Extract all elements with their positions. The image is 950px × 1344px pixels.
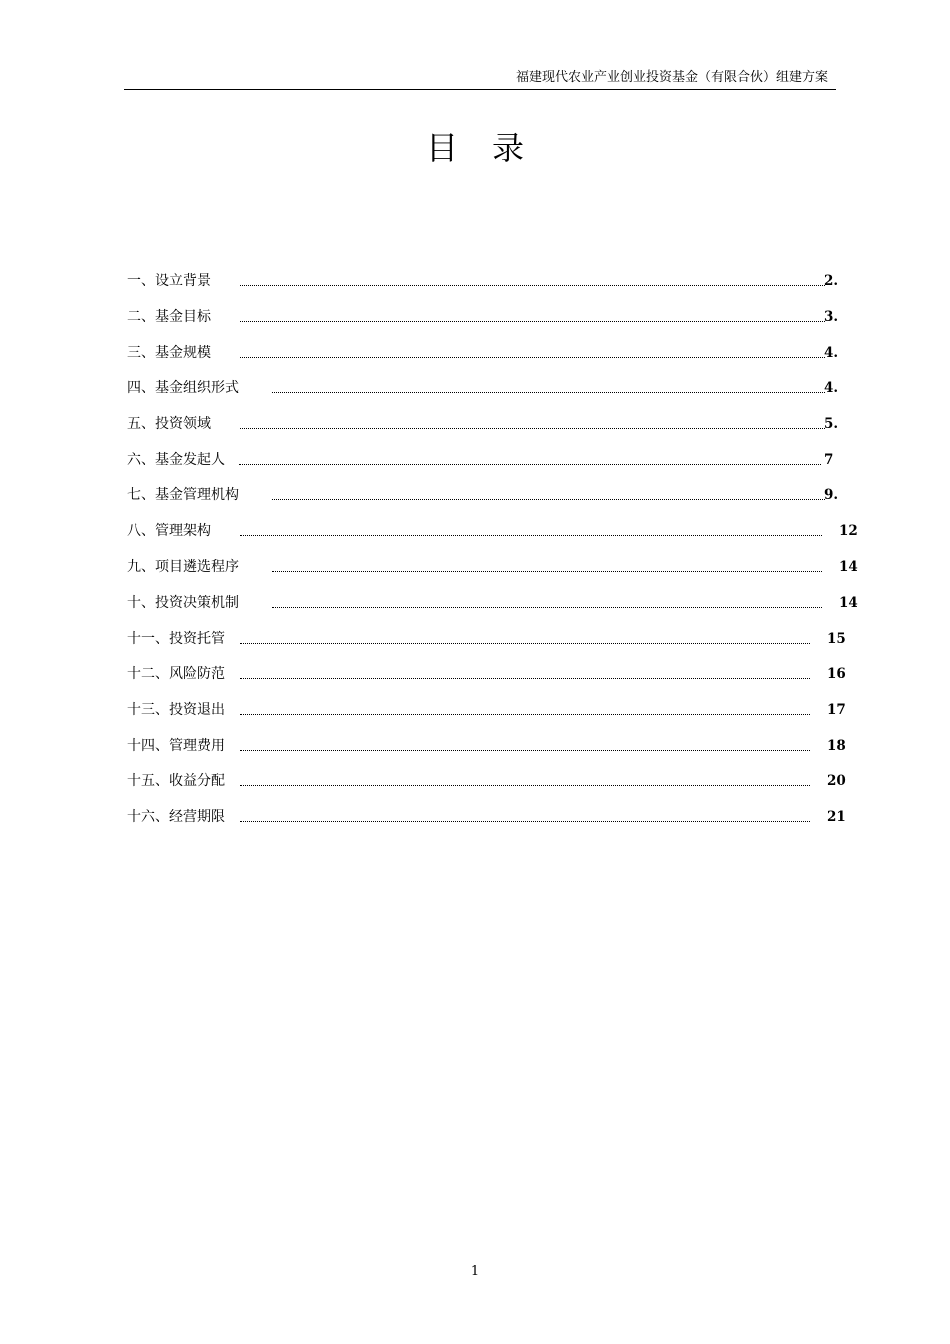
toc-entry-page: 7 bbox=[824, 452, 834, 468]
toc-entry-label: 十二、风险防范 bbox=[127, 666, 225, 682]
toc-entry-label: 六、基金发起人 bbox=[127, 452, 225, 468]
toc-dot-leader bbox=[240, 357, 825, 358]
toc-entry-page: 3. bbox=[824, 309, 839, 325]
toc-title-char-1: 目 bbox=[425, 129, 458, 167]
toc-entry-page: 17 bbox=[827, 702, 846, 718]
toc-entry-label: 三、基金规模 bbox=[127, 345, 211, 361]
toc-entry-page: 16 bbox=[827, 666, 846, 682]
toc-dot-leader bbox=[240, 785, 810, 786]
toc-entry-page: 21 bbox=[827, 809, 846, 825]
toc-dot-leader bbox=[240, 750, 810, 751]
toc-dot-leader bbox=[272, 499, 825, 500]
toc-entry-page: 18 bbox=[827, 738, 846, 754]
toc-entry-page: 14 bbox=[839, 559, 858, 575]
toc-title-char-2: 录 bbox=[492, 129, 525, 167]
toc-entry-page: 4. bbox=[824, 345, 839, 361]
toc-entry-label: 十三、投资退出 bbox=[127, 702, 225, 718]
toc-entry-page: 9. bbox=[824, 487, 839, 503]
document-header-title: 福建现代农业产业创业投资基金（有限合伙）组建方案 bbox=[515, 70, 828, 85]
toc-entry-label: 九、项目遴选程序 bbox=[127, 559, 239, 575]
toc-dot-leader bbox=[272, 607, 822, 608]
toc-entry-page: 20 bbox=[827, 773, 846, 789]
toc-entry-label: 七、基金管理机构 bbox=[127, 487, 239, 503]
header-rule bbox=[124, 89, 836, 90]
toc-entry-label: 十六、经营期限 bbox=[127, 809, 225, 825]
toc-entry-page: 4. bbox=[824, 380, 839, 396]
toc-dot-leader bbox=[272, 392, 825, 393]
toc-dot-leader bbox=[240, 535, 822, 536]
toc-entry-label: 十一、投资托管 bbox=[127, 631, 225, 647]
toc-dot-leader bbox=[240, 714, 810, 715]
toc-title bbox=[0, 128, 950, 168]
toc-entry-label: 五、投资领域 bbox=[127, 416, 211, 432]
toc-dot-leader bbox=[240, 428, 825, 429]
toc-entry-page: 14 bbox=[839, 595, 858, 611]
toc-dot-leader bbox=[240, 321, 825, 322]
toc-entry-label: 十五、收益分配 bbox=[127, 773, 225, 789]
toc-dot-leader bbox=[239, 464, 821, 465]
page-number: 1 bbox=[470, 1264, 480, 1279]
toc-entry-label: 二、基金目标 bbox=[127, 309, 211, 325]
toc-entry-label: 十四、管理费用 bbox=[127, 738, 225, 754]
toc-entry-label: 四、基金组织形式 bbox=[127, 380, 239, 396]
toc-entry-page: 2. bbox=[824, 273, 839, 289]
toc-entry-page: 12 bbox=[839, 523, 858, 539]
toc-entry-label: 八、管理架构 bbox=[127, 523, 211, 539]
toc-entry-label: 一、设立背景 bbox=[127, 273, 211, 289]
toc-entry-page: 15 bbox=[827, 631, 846, 647]
toc-dot-leader bbox=[240, 678, 810, 679]
toc-entry-label: 十、投资决策机制 bbox=[127, 595, 239, 611]
toc-entry-page: 5. bbox=[824, 416, 839, 432]
toc-dot-leader bbox=[240, 821, 810, 822]
toc-dot-leader bbox=[240, 643, 810, 644]
toc-dot-leader bbox=[240, 285, 825, 286]
toc-dot-leader bbox=[272, 571, 822, 572]
